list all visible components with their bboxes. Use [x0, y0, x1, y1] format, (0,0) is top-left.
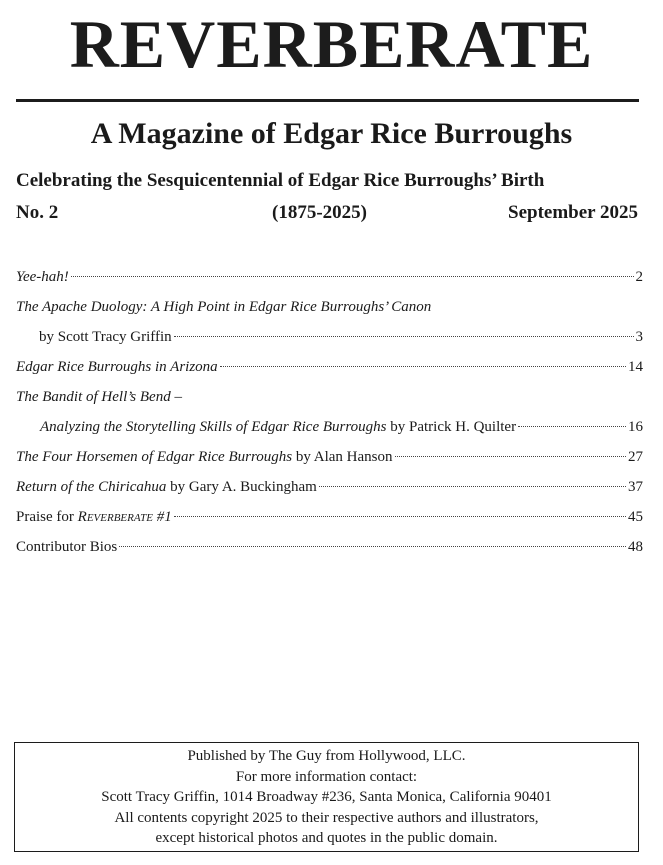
dot-leader	[71, 275, 634, 277]
masthead-title: REVERBERATE	[69, 6, 594, 82]
contact-address: Scott Tracy Griffin, 1014 Broadway #236, Santa Monica, California 90401	[101, 789, 552, 805]
table-of-contents	[16, 262, 643, 562]
toc-page: 2	[635, 269, 643, 285]
copyright-exception: except historical photos and quotes in the public domain.	[155, 830, 498, 846]
issue-years: (1875-2025)	[272, 202, 367, 223]
dot-leader	[220, 365, 626, 367]
issue-date: September 2025	[508, 202, 638, 223]
toc-title: Yee-hah!	[16, 269, 69, 285]
toc-title: Contributor Bios	[16, 539, 118, 555]
dot-leader	[395, 455, 626, 457]
toc-title: Edgar Rice Burroughs in Arizona	[16, 359, 218, 375]
toc-entry-yee-hah[interactable]	[16, 262, 643, 292]
toc-title: The Apache Duology: A High Point in Edgar Rice Burroughs’ Canon	[16, 299, 432, 315]
toc-page: 37	[628, 479, 643, 495]
toc-suffix: #1	[153, 509, 172, 525]
toc-entry-praise[interactable]	[16, 502, 643, 532]
toc-author: by Patrick H. Quilter	[386, 419, 517, 435]
toc-author: by Scott Tracy Griffin	[39, 329, 172, 345]
toc-entry-return-of-chiricahua[interactable]	[16, 472, 643, 502]
toc-author: by Alan Hanson	[292, 449, 393, 465]
copyright-line: All contents copyright 2025 to their respective authors and illustrators,	[114, 809, 539, 826]
issue-number: No. 2	[16, 202, 59, 223]
toc-entry-bandit-of-hells-bend[interactable]	[16, 382, 643, 412]
publisher-info-box	[14, 742, 639, 852]
toc-title: The Bandit of Hell’s Bend –	[16, 389, 182, 405]
dot-leader	[319, 485, 626, 487]
toc-entry-contributor-bios[interactable]	[16, 532, 643, 562]
dot-leader	[174, 515, 626, 517]
toc-prefix: Praise for	[16, 509, 78, 525]
toc-entry-erb-in-arizona[interactable]	[16, 352, 643, 382]
toc-title: The Four Horsemen of Edgar Rice Burroughs	[16, 449, 293, 465]
toc-page: 3	[635, 329, 643, 345]
toc-page: 14	[628, 359, 643, 375]
toc-page: 16	[628, 419, 643, 435]
contact-label: For more information contact:	[235, 768, 418, 785]
toc-page: 45	[628, 509, 643, 525]
magazine-subtitle: A Magazine of Edgar Rice Burroughs	[90, 117, 573, 150]
toc-title: Return of the Chiricahua	[16, 479, 167, 495]
publisher-line: Published by The Guy from Hollywood, LLC.	[187, 748, 466, 764]
dot-leader	[119, 545, 626, 547]
issue-line	[16, 200, 638, 226]
toc-title: Analyzing the Storytelling Skills of Edgar Rice Burroughs	[40, 419, 387, 435]
toc-page: 27	[628, 449, 643, 465]
masthead-rule	[16, 99, 639, 102]
toc-entry-apache-duology[interactable]	[16, 292, 643, 322]
tagline: Celebrating the Sesquicentennial of Edgar Rice Burroughs’ Birth	[16, 170, 545, 191]
toc-title: Reverberate	[77, 509, 154, 525]
toc-page: 48	[628, 539, 643, 555]
toc-entry-apache-duology-author[interactable]	[16, 322, 643, 352]
dot-leader	[518, 425, 626, 427]
toc-author: by Gary A. Buckingham	[166, 479, 317, 495]
toc-entry-four-horsemen[interactable]	[16, 442, 643, 472]
toc-entry-storytelling-skills[interactable]	[16, 412, 643, 442]
dot-leader	[174, 335, 634, 337]
